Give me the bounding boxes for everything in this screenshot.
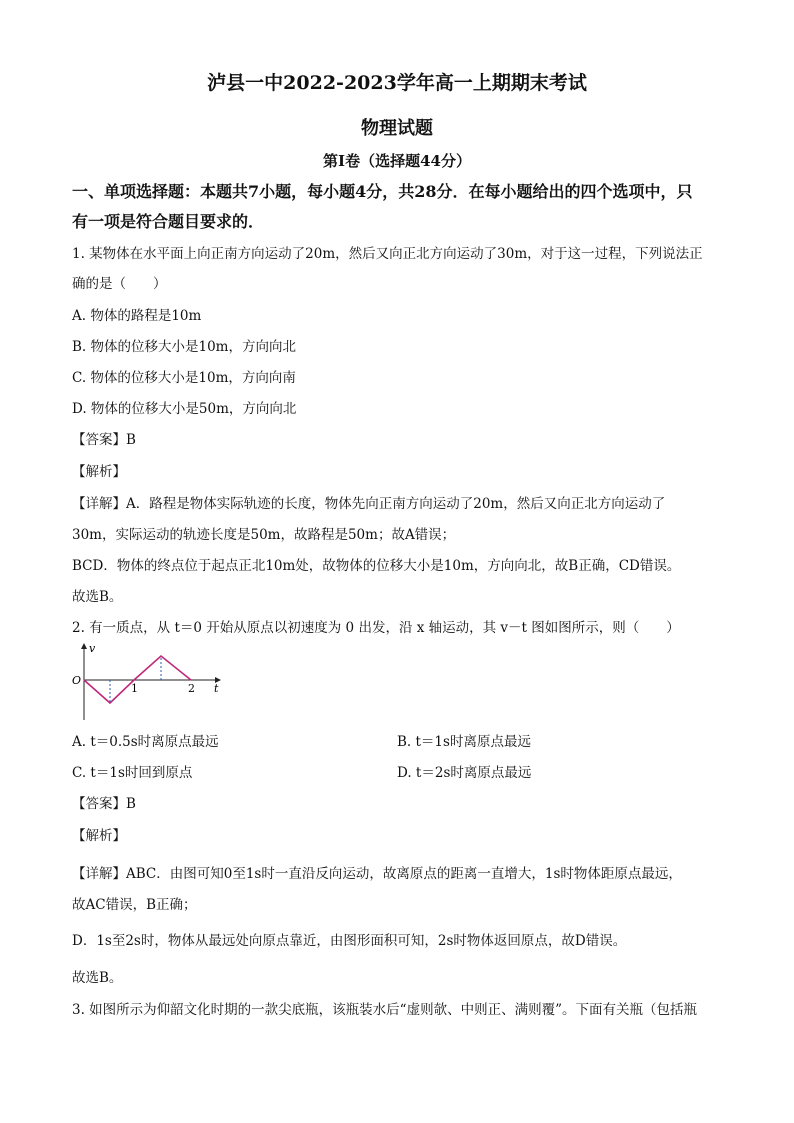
title: 泸县一中2022-2023学年高一上期期末考试 [207, 72, 587, 94]
vt-graph [72, 640, 232, 725]
v-axis-label: v [89, 642, 96, 655]
q2-option-b: B. t＝1s时离原点最远 [397, 734, 531, 750]
t-axis-label: t [214, 682, 219, 695]
q1-conclusion: 故选B。 [72, 589, 123, 605]
q1-option-d: D. 物体的位移大小是50m，方向向北 [72, 401, 297, 417]
q1-stem-line1: 1. 某物体在水平面上向正南方向运动了20m，然后又向正北方向运动了30m，对于这一过程，下列说法正 [72, 246, 703, 262]
q1-option-b: B. 物体的位移大小是10m，方向向北 [72, 339, 296, 355]
q1-analysis: 【解析】 [72, 464, 126, 480]
q1-option-a: A. 物体的路程是10m [72, 308, 202, 324]
section-heading-line1: 一、单项选择题：本题共7小题，每小题4分，共28分．在每小题给出的四个选项中，只 [72, 182, 693, 201]
q2-option-c: C. t＝1s时回到原点 [72, 765, 193, 781]
q1-detail-line3: BCD．物体的终点位于起点正北10m处，故物体的位移大小是10m，方向向北，故B正确，CD错误。 [72, 558, 681, 574]
volume-heading: 第I卷（选择题44分） [323, 152, 471, 170]
q2-analysis: 【解析】 [72, 828, 126, 844]
q2-option-d: D. t＝2s时离原点最远 [397, 765, 532, 781]
q3-stem: 3. 如图所示为仰韶文化时期的一款尖底瓶，该瓶装水后“虚则欹、中则正、满则覆”。下面有关瓶（包括瓶 [72, 1002, 697, 1018]
q1-stem-line2: 确的是（ ） [72, 276, 167, 292]
tick-label-1: 1 [131, 682, 138, 695]
q2-detail-line3: D．1s至2s时，物体从最远处向原点靠近，由图形面积可知，2s时物体返回原点，故D错误。 [72, 933, 627, 949]
origin-label: O [72, 674, 82, 687]
q2-conclusion: 故选B。 [72, 970, 123, 986]
q1-answer: 【答案】B [72, 432, 136, 448]
q2-stem: 2. 有一质点，从 t＝0 开始从原点以初速度为 0 出发，沿 x 轴运动，其 v－t 图如图所示，则（ ） [72, 620, 680, 636]
q1-detail-line1: 【详解】A．路程是物体实际轨迹的长度，物体先向正南方向运动了20m，然后又向正北方向运动了 [72, 496, 666, 512]
q1-option-c: C. 物体的位移大小是10m，方向向南 [72, 370, 296, 386]
q2-detail-line2: 故AC错误，B正确； [72, 897, 197, 913]
tick-label-2: 2 [188, 682, 195, 695]
q2-detail-line1: 【详解】ABC．由图可知0至1s时一直沿反向运动，故离原点的距离一直增大，1s时物体距原点最远， [72, 866, 682, 882]
subtitle: 物理试题 [361, 118, 433, 139]
q2-answer: 【答案】B [72, 796, 136, 812]
section-heading-line2: 有一项是符合题目要求的． [72, 212, 265, 231]
q1-detail-line2: 30m，实际运动的轨迹长度是50m，故路程是50m；故A错误； [72, 527, 456, 543]
q2-option-a: A. t＝0.5s时离原点最远 [72, 734, 219, 750]
